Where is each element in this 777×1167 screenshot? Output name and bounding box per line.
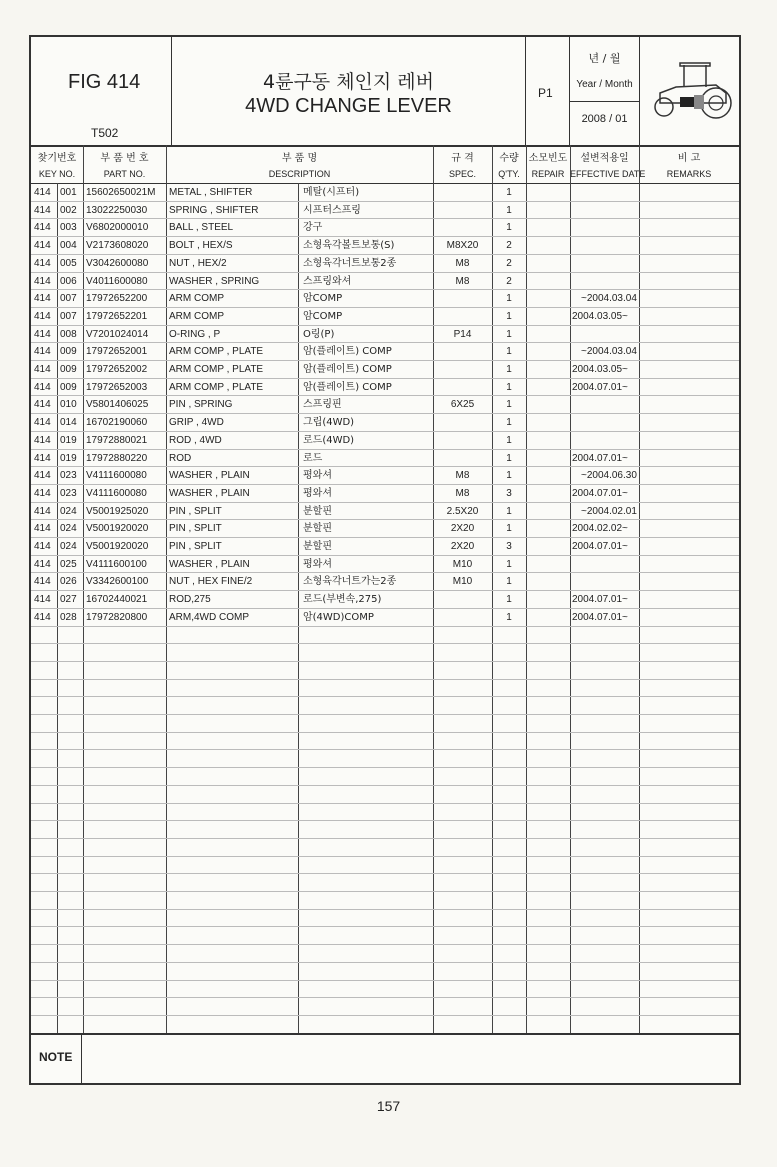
cell-desc-ko: 평와셔 (303, 558, 332, 570)
cell-part: 17972880021 (86, 434, 148, 446)
cell-qty: 3 (506, 487, 512, 499)
cell-date: ~2004.02.01 (581, 505, 637, 517)
row-line (31, 803, 739, 804)
cell-spec: M8 (455, 487, 470, 499)
cell-fig: 414 (34, 505, 51, 517)
cell-spec: P14 (453, 328, 472, 340)
column-header (166, 145, 433, 183)
cell-qty: 1 (506, 452, 512, 464)
cell-key: 024 (60, 541, 77, 552)
cell-desc-ko: 스프링와셔 (303, 275, 352, 287)
title-cell (172, 37, 526, 145)
cell-desc-en: METAL , SHIFTER (169, 187, 253, 198)
cell-qty: 1 (506, 470, 512, 482)
cell-qty: 1 (506, 328, 512, 340)
cell-qty: 3 (506, 541, 512, 552)
cell-key: 006 (60, 275, 77, 287)
cell-desc-ko: 소형육각볼트보통(S) (303, 240, 395, 252)
column-header-en: Q'TY. (498, 169, 520, 179)
cell-fig: 414 (34, 417, 51, 429)
column-divider (83, 145, 84, 1033)
cell-desc-ko: 소형육각너트가는2종 (303, 576, 397, 588)
cell-fig: 414 (34, 487, 51, 499)
cell-key: 019 (60, 452, 77, 464)
row-line (31, 997, 739, 998)
title-korean: 4륜구동 체인지 레버 (263, 71, 434, 93)
cell-desc-ko: 시프터스프링 (303, 204, 361, 216)
row-line (31, 838, 739, 839)
cell-desc-en: ROD , 4WD (169, 434, 222, 446)
cell-part: 17972880220 (86, 452, 148, 464)
year-month-label-ko: 년 / 월 (588, 52, 621, 65)
row-line (31, 909, 739, 910)
cell-key: 009 (60, 346, 77, 358)
cell-key: 024 (60, 523, 77, 535)
row-line (31, 679, 739, 680)
cell-qty: 1 (506, 364, 512, 375)
cell-desc-ko: O링(P) (303, 328, 335, 340)
fig-number: FIG 414 (68, 71, 141, 93)
cell-desc-en: WASHER , PLAIN (169, 558, 250, 570)
cell-key: 026 (60, 576, 77, 588)
row-line (31, 962, 739, 963)
cell-key: 009 (60, 381, 77, 393)
cell-fig: 414 (34, 222, 51, 234)
cell-fig: 414 (34, 364, 51, 375)
cell-part: V3042600080 (86, 257, 149, 269)
cell-fig: 414 (34, 470, 51, 482)
note-divider (81, 1035, 82, 1085)
cell-fig: 414 (34, 594, 51, 606)
cell-desc-ko: 암(플레이트) COMP (303, 346, 392, 358)
cell-qty: 2 (506, 240, 512, 252)
title-english: 4WD CHANGE LEVER (245, 95, 452, 117)
cell-qty: 1 (506, 576, 512, 588)
header (31, 37, 739, 147)
cell-desc-en: ARM,4WD COMP (169, 611, 249, 623)
row-line (31, 643, 739, 644)
cell-part: 17972652201 (86, 310, 148, 322)
cell-date: 2004.02.02~ (572, 523, 628, 535)
cell-key: 019 (60, 434, 77, 446)
column-divider (639, 145, 640, 1033)
model-code: T502 (91, 126, 119, 140)
cell-fig: 414 (34, 240, 51, 252)
cell-desc-en: NUT , HEX FINE/2 (169, 576, 253, 588)
cell-key: 023 (60, 470, 77, 482)
cell-desc-en: BOLT , HEX/S (169, 240, 233, 252)
cell-desc-ko: 소형육각너트보통2종 (303, 257, 397, 269)
cell-desc-ko: 암COMP (303, 293, 343, 305)
cell-qty: 1 (506, 187, 512, 198)
row-line (31, 1015, 739, 1016)
cell-part: 17972820800 (86, 611, 148, 623)
cell-desc-ko: 로드(부변속,275) (303, 594, 382, 606)
cell-qty: 1 (506, 310, 512, 322)
cell-date: ~2004.03.04 (581, 346, 637, 358)
cell-part: 17972652200 (86, 293, 148, 305)
row-line (31, 749, 739, 750)
cell-qty: 1 (506, 594, 512, 606)
cell-part: 16702190060 (86, 417, 148, 429)
year-month-value: 2008 / 01 (581, 113, 628, 125)
column-header-en: KEY NO. (38, 169, 76, 179)
cell-date: 2004.07.01~ (572, 541, 628, 552)
cell-spec: M10 (452, 558, 473, 570)
cell-part: V7201024014 (86, 328, 149, 340)
row-line (31, 820, 739, 821)
row-line (31, 785, 739, 786)
cell-spec: 6X25 (450, 399, 475, 411)
column-header-ko: 부 품 번 호 (100, 153, 149, 164)
cell-desc-ko: 암(플레이트) COMP (303, 381, 392, 393)
row-line (31, 856, 739, 857)
cell-desc-ko: 스프링핀 (303, 399, 342, 411)
cell-key: 007 (60, 293, 77, 305)
column-header-ko: 부 품 명 (281, 153, 318, 164)
cell-date: ~2004.06.30 (581, 470, 637, 482)
row-line (31, 891, 739, 892)
row-line (31, 980, 739, 981)
cell-desc-en: PIN , SPLIT (169, 505, 222, 517)
cell-qty: 2 (506, 275, 512, 287)
column-header (433, 145, 492, 183)
cell-key: 003 (60, 222, 77, 234)
cell-desc-en: WASHER , SPRING (169, 275, 260, 287)
cell-desc-en: ARM COMP (169, 293, 224, 305)
row-line (31, 661, 739, 662)
cell-desc-en: SPRING , SHIFTER (169, 204, 259, 216)
cell-key: 001 (60, 187, 77, 198)
cell-part: V5801406025 (86, 399, 149, 411)
column-header (570, 145, 646, 183)
cell-qty: 1 (506, 558, 512, 570)
cell-desc-en: ARM COMP (169, 310, 224, 322)
row-line (31, 714, 739, 715)
cell-qty: 1 (506, 381, 512, 393)
column-header-en: REMARKS (666, 169, 712, 179)
cell-qty: 1 (506, 222, 512, 234)
cell-desc-ko: 강구 (303, 222, 323, 234)
column-header (639, 145, 739, 183)
cell-fig: 414 (34, 523, 51, 535)
column-header-ko: 소모빈도 (528, 153, 568, 164)
cell-qty: 1 (506, 204, 512, 216)
cell-key: 008 (60, 328, 77, 340)
year-month-label-en: Year / Month (576, 79, 633, 90)
cell-part: 17972652001 (86, 346, 148, 358)
cell-desc-en: NUT , HEX/2 (169, 257, 227, 269)
cell-desc-en: WASHER , PLAIN (169, 470, 250, 482)
cell-desc-ko: 분할핀 (303, 505, 332, 517)
column-header (83, 145, 166, 183)
column-header (31, 145, 83, 183)
row-line (31, 926, 739, 927)
column-header-ko: 찾기번호 (37, 153, 77, 164)
note-area (31, 1033, 739, 1085)
cell-fig: 414 (34, 611, 51, 623)
row-line (31, 732, 739, 733)
cell-spec: M8 (455, 275, 470, 287)
cell-date: 2004.07.01~ (572, 487, 628, 499)
cell-desc-ko: 분할핀 (303, 523, 332, 535)
cell-desc-ko: 암(4WD)COMP (303, 611, 374, 623)
cell-part: V5001925020 (86, 505, 149, 517)
cell-desc-en: GRIP , 4WD (169, 417, 224, 429)
cell-date: 2004.07.01~ (572, 611, 628, 623)
cell-fig: 414 (34, 293, 51, 305)
cell-part: V5001920020 (86, 523, 149, 535)
cell-qty: 1 (506, 417, 512, 429)
cell-fig: 414 (34, 399, 51, 411)
column-header-en: SPEC. (448, 169, 476, 179)
cell-part: V4111600080 (86, 487, 147, 499)
cell-qty: 1 (506, 399, 512, 411)
cell-date: 2004.03.05~ (572, 364, 628, 375)
divider (570, 101, 639, 102)
cell-key: 024 (60, 505, 77, 517)
note-label: NOTE (39, 1050, 73, 1064)
cell-key: 027 (60, 594, 77, 606)
cell-desc-en: ARM COMP , PLATE (169, 364, 264, 375)
page-number: 157 (376, 1098, 401, 1114)
cell-fig: 414 (34, 346, 51, 358)
tractor-image-cell (640, 37, 739, 145)
cell-fig: 414 (34, 452, 51, 464)
cell-part: 16702440021 (86, 594, 148, 606)
cell-key: 010 (60, 399, 77, 411)
cell-key: 007 (60, 310, 77, 322)
cell-qty: 1 (506, 523, 512, 535)
column-divider (570, 145, 571, 1033)
cell-part: 13022250030 (86, 204, 148, 216)
column-header-en: EFFECTIVE DATE (570, 169, 646, 179)
cell-key: 023 (60, 487, 77, 499)
cell-desc-en: PIN , SPLIT (169, 541, 222, 552)
row-line (31, 944, 739, 945)
column-divider (166, 145, 167, 1033)
cell-desc-en: WASHER , PLAIN (169, 487, 250, 499)
cell-fig: 414 (34, 328, 51, 340)
cell-spec: M8 (455, 257, 470, 269)
cell-part: V4011600080 (86, 275, 148, 287)
cell-fig: 414 (34, 558, 51, 570)
cell-key: 009 (60, 364, 77, 375)
cell-fig: 414 (34, 187, 51, 198)
row-line (31, 767, 739, 768)
cell-part: 17972652002 (86, 364, 148, 375)
cell-spec: M8 (455, 470, 470, 482)
cell-fig: 414 (34, 275, 51, 287)
cell-key: 028 (60, 611, 77, 623)
column-header (492, 145, 526, 183)
cell-desc-ko: 로드 (303, 452, 323, 464)
cell-desc-ko: 분할핀 (303, 541, 332, 552)
cell-spec: 2X20 (450, 541, 475, 552)
cell-fig: 414 (34, 204, 51, 216)
cell-qty: 1 (506, 434, 512, 446)
cell-part: V4111600100 (86, 558, 147, 570)
cell-desc-en: PIN , SPLIT (169, 523, 222, 535)
cell-fig: 414 (34, 541, 51, 552)
cell-desc-en: ROD (169, 452, 192, 464)
cell-key: 014 (60, 417, 77, 429)
cell-date: 2004.07.01~ (572, 452, 628, 464)
cell-part: 17972652003 (86, 381, 148, 393)
cell-fig: 414 (34, 434, 51, 446)
cell-desc-ko: 암(플레이트) COMP (303, 364, 392, 375)
cell-fig: 414 (34, 257, 51, 269)
cell-desc-en: ARM COMP , PLATE (169, 381, 264, 393)
cell-qty: 1 (506, 505, 512, 517)
cell-part: V6802000010 (86, 222, 149, 234)
cell-part: V4111600080 (86, 470, 147, 482)
cell-part: V5001920020 (86, 541, 149, 552)
cell-qty: 1 (506, 611, 512, 623)
cell-fig: 414 (34, 576, 51, 588)
page-cell (526, 37, 570, 145)
column-header-ko: 설변적용일 (580, 153, 629, 164)
cell-date: ~2004.03.04 (581, 293, 637, 305)
page-code: P1 (538, 86, 553, 100)
row-line (31, 696, 739, 697)
cell-spec: M8X20 (446, 240, 479, 252)
cell-spec: 2.5X20 (446, 505, 479, 517)
column-header (526, 145, 570, 183)
cell-key: 005 (60, 257, 77, 269)
column-header-en: PART NO. (103, 169, 146, 179)
column-header-en: REPAIR (531, 169, 565, 179)
cell-part: 15602650021M (86, 187, 156, 198)
fig-cell (31, 37, 172, 145)
column-headers (31, 145, 739, 184)
tractor-icon (646, 57, 734, 127)
cell-part: V3342600100 (86, 576, 149, 588)
column-divider (526, 145, 527, 1033)
cell-desc-ko: 그립(4WD) (303, 417, 355, 429)
cell-date: 2004.03.05~ (572, 310, 628, 322)
cell-qty: 1 (506, 346, 512, 358)
column-header-ko: 규 격 (451, 153, 474, 164)
cell-spec: M10 (452, 576, 473, 588)
cell-desc-en: PIN , SPRING (169, 399, 233, 411)
cell-key: 004 (60, 240, 77, 252)
cell-fig: 414 (34, 381, 51, 393)
cell-key: 025 (60, 558, 77, 570)
cell-desc-en: BALL , STEEL (169, 222, 234, 234)
cell-date: 2004.07.01~ (572, 381, 628, 393)
column-header-ko: 수량 (499, 153, 519, 164)
cell-part: V2173608020 (86, 240, 149, 252)
column-header-ko: 비 고 (677, 153, 701, 164)
cell-qty: 1 (506, 293, 512, 305)
cell-desc-ko: 로드(4WD) (303, 434, 355, 446)
row-line (31, 873, 739, 874)
cell-desc-en: O-RING , P (169, 328, 221, 340)
cell-desc-en: ROD,275 (169, 594, 211, 606)
parts-sheet (29, 35, 741, 1085)
cell-qty: 2 (506, 257, 512, 269)
cell-desc-ko: 메탈(시프터) (303, 187, 360, 198)
cell-desc-en: ARM COMP , PLATE (169, 346, 264, 358)
column-header-en: DESCRIPTION (268, 169, 331, 179)
cell-desc-ko: 평와셔 (303, 487, 332, 499)
cell-key: 002 (60, 204, 77, 216)
cell-desc-ko: 평와셔 (303, 470, 332, 482)
cell-desc-ko: 암COMP (303, 310, 343, 322)
cell-date: 2004.07.01~ (572, 594, 628, 606)
year-month-cell (570, 37, 640, 145)
cell-fig: 414 (34, 310, 51, 322)
cell-spec: 2X20 (450, 523, 475, 535)
